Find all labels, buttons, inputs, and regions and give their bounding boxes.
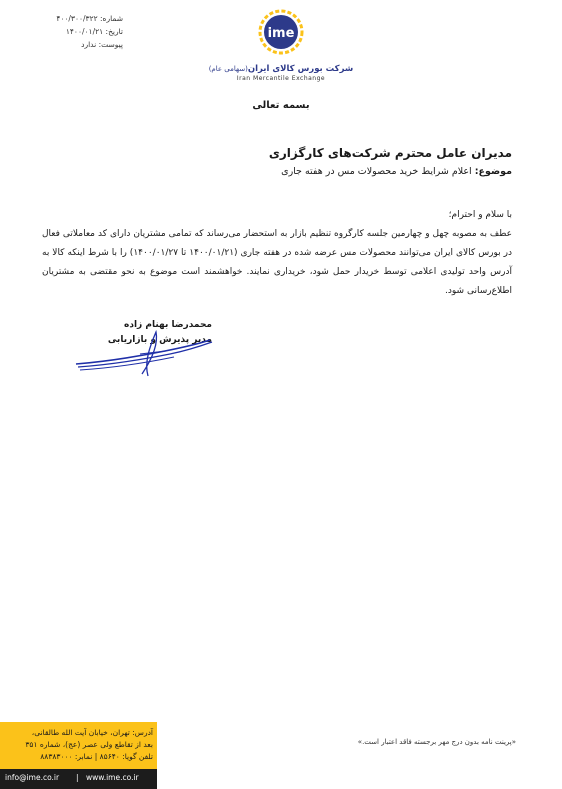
ime-logo-icon	[255, 6, 307, 58]
company-logo	[208, 6, 354, 96]
company-name-en: Iran Mercantile Exchange	[236, 75, 326, 82]
email-link[interactable]: info@ime.co.ir	[5, 773, 60, 782]
letter-attachment: پیوست: ندارد	[81, 40, 123, 49]
handwritten-signature	[70, 318, 220, 380]
footer-contact-bar	[0, 769, 157, 789]
website-link[interactable]: www.ime.co.ir	[86, 773, 139, 782]
subject-line: موضوع: اعلام شرایط خرید محصولات مس در هفته جاری	[281, 166, 512, 177]
greeting: با سلام و احترام؛	[448, 210, 512, 220]
svg-text:ime: ime	[267, 26, 295, 41]
validity-note: «پرینت نامه بدون درج مهر برجسته فاقد اعتبار است.»	[357, 738, 516, 746]
contact-separator: |	[76, 773, 79, 782]
address-line-1: آدرس: تهران، خیابان آیت الله طالقانی،	[31, 728, 153, 737]
footer-address	[4, 727, 153, 763]
signatory-title: مدیر پذیرش و بازاریابی	[107, 335, 212, 345]
signatory-name: محمدرضا بهنام زاده	[124, 320, 212, 330]
recipient: مدیران عامل محترم شرکت‌های کارگزاری	[268, 146, 512, 160]
letter-body: عطف به مصوبه چهل و چهارمین جلسه کارگروه تنظیم بازار به استحضار می‌رساند که تمامی مشتریان دارای کد معاملاتی فعال در بورس کالای ایران می‌توانند محصولات مس عرضه شده در هفته جاری (۱۴۰۰/۰۱/۲۱ تا ۱۴۰۰/۰۱/۲۷) را با شرط اینکه کالا به آدرس واحد تولیدی اعلامی توسط خریدار حمل شود، خریداری نمایند. خواهشمند است موضوع به نحو مقتضی به مشتریان اطلاع‌رسانی شود.	[42, 229, 513, 296]
company-name-fa: شرکت بورس کالای ایران(سهامی عام)	[208, 64, 354, 74]
letter-number: شماره: ۴۰۰/۳۰۰/۳۲۲	[56, 14, 123, 23]
phone-line: تلفن گویا: ۸۵۶۴۰ | نمابر: ۸۸۳۸۳۰۰۰	[40, 752, 153, 761]
letter-date: تاریخ: ۱۴۰۰/۰۱/۲۱	[65, 27, 123, 36]
address-line-2: بعد از تقاطع ولی عصر (عج)، شماره ۳۵۱	[25, 740, 153, 749]
letter-meta	[18, 12, 123, 51]
bismillah: بسمه تعالی	[252, 100, 310, 111]
